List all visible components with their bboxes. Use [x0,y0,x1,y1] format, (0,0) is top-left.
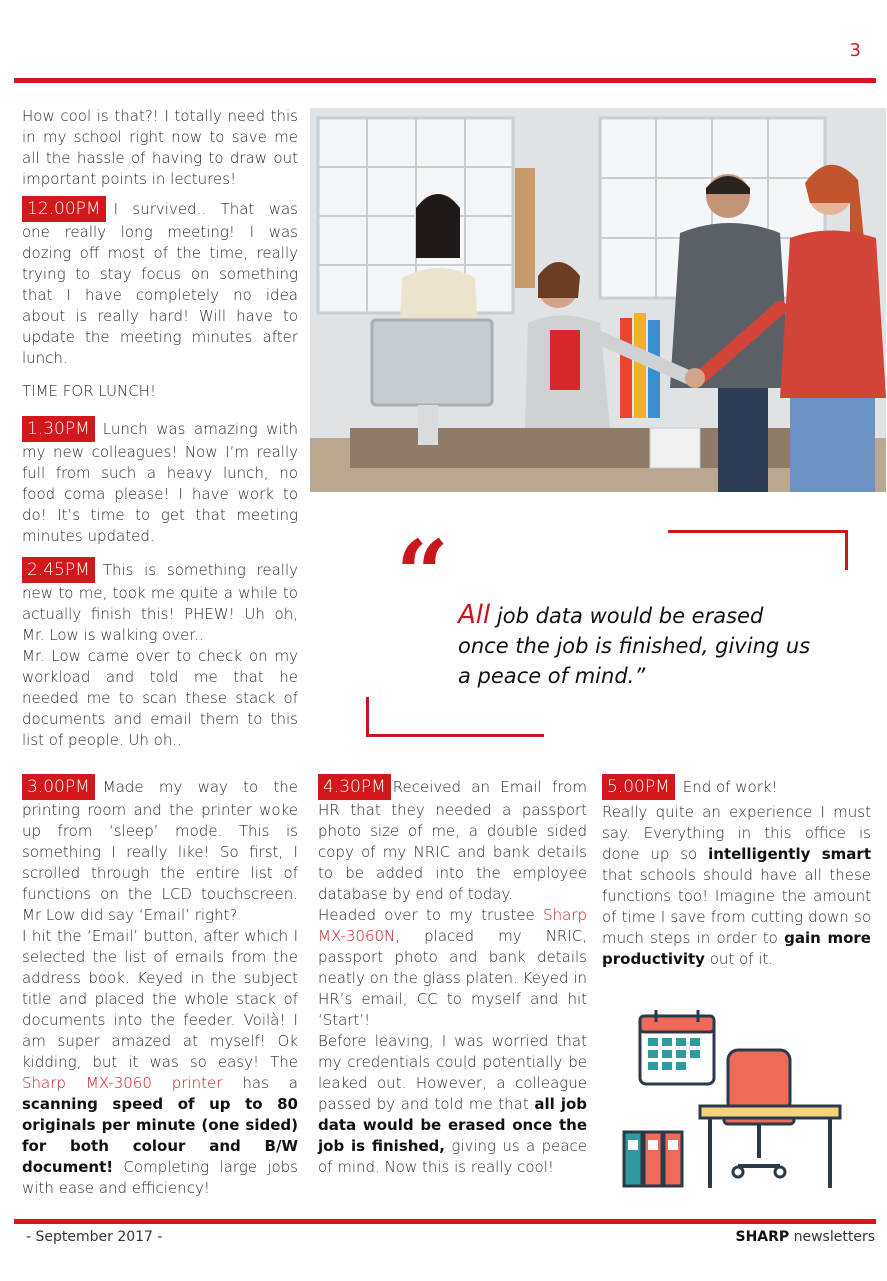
quote-bracket-top [668,530,848,533]
desk-icon [700,1106,840,1188]
column-left-upper [22,106,298,751]
quote-text: job data would be erased once the job is finished, giving us a peace of mind.” [458,604,811,688]
quote-mark-icon: “ [396,520,449,628]
office-desk-illustration [620,1008,850,1193]
time-badge-1200: 12.00PM [22,196,106,222]
time-badge-130: 1.30PM [22,416,95,442]
binders-icon [624,1132,682,1186]
text-300b: I hit the ‘Email’ button, after which I selected the list of emails from the address book. Keyed in the subject title and placed the whole stack of documents into the feeder. Voilà! I am super amazed at myself! Ok kidding, but it was so easy! The [22,927,298,1071]
text-300a: Made my way to the printing room and the printer woke up from ‘sleep’ mode. This is something I really like! So first, I scrolled through the entire list of functions on the LCD touchscreen. Mr Low did say ‘Email’ right? [22,778,298,924]
time-badge-430: 4.30PM [318,774,391,800]
text-430b1: Headed over to my trustee [318,906,544,924]
quote-bracket-bottom-side [366,697,369,737]
text-430a: Received an Email from HR that they needed a passport photo size of me, a double sided copy of my NRIC and bank details to be added into the employee database by end of today. [318,778,587,903]
scan-speed-highlight: scanning speed of up to 80 originals per minute (one sided) for both colour and B/W document! [22,1095,298,1176]
text-1200: I survived.. That was one really long meeting! I was dozing off most of the time, really trying to stay focus on something that I have completely no idea about is really hard! Will have to update the meeting minutes after lunch. [22,200,298,367]
page-number: 3 [849,40,861,61]
text-500c: out of it. [704,950,774,968]
quote-first-word: All [458,600,491,630]
footer-date: - September 2017 - [26,1229,163,1245]
text-430c2: giving us a peace of mind. Now this is really cool! [318,1137,587,1176]
time-badge-300: 3.00PM [22,774,95,800]
text-245b: Mr. Low came over to check on my workload and told me that he needed me to scan these stack of documents and email them to this list of people. Uh oh.. [22,647,298,749]
productivity-highlight: gain more productivity [602,929,871,968]
text-245a: This is something really new to me, took me quite a while to actually finish this! PHEW! Uh oh, Mr. Low is walking over.. [22,561,298,644]
column-middle [318,774,587,1178]
printer-model-link: Sharp MX-3060 printer [22,1074,223,1092]
time-badge-245: 2.45PM [22,557,95,583]
text-300d: Completing large jobs with ease and efficiency! [22,1158,298,1197]
intro-text: How cool is that?! I totally need this in my school right now to save me all the hassle of having to draw out important points in lectures! [22,107,298,188]
lunch-text: TIME FOR LUNCH! [22,382,156,400]
smart-highlight: intelligently smart [708,845,871,863]
text-130: Lunch was amazing with my new colleagues! Now I’m really full from such a heavy lunch, no food coma please! I have work to do! It’s time to get that meeting minutes updated. [22,420,298,545]
text-300c: has a [222,1074,298,1092]
quote-bracket-bottom [366,734,544,737]
text-500a: Really quite an experience I must say. Everything in this office is done up so [602,803,871,863]
text-500b: that schools should have all these functions too! Imagine the amount of time I save from cutting down so much steps in order to [602,866,871,947]
newsletters-label: newsletters [789,1229,875,1245]
office-photo [310,108,886,492]
column-right [602,774,871,970]
text-430b2: , placed my NRIC, passport photo and bank details neatly on the glass platen. Keyed in HR’s email, CC to myself and hit ‘Start’! [318,927,587,1029]
top-rule [14,78,876,83]
footer-brand [735,1229,875,1245]
brand-name: SHARP [735,1229,790,1245]
bottom-rule [14,1219,876,1224]
column-left-lower [22,774,298,1199]
quote-bracket-top-side [845,530,848,570]
printer-model-n: Sharp MX-3060N [318,906,587,945]
end-of-work-text: End of work! [682,778,778,796]
time-badge-500: 5.00PM [602,774,675,800]
calendar-icon [640,1010,714,1084]
text-430c1: Before leaving, I was worried that my credentials could potentially be leaked out. However, a colleague passed by and told me that [318,1032,587,1113]
erase-highlight: all job data would be erased once the job is finished, [318,1095,588,1155]
pull-quote [458,600,818,691]
